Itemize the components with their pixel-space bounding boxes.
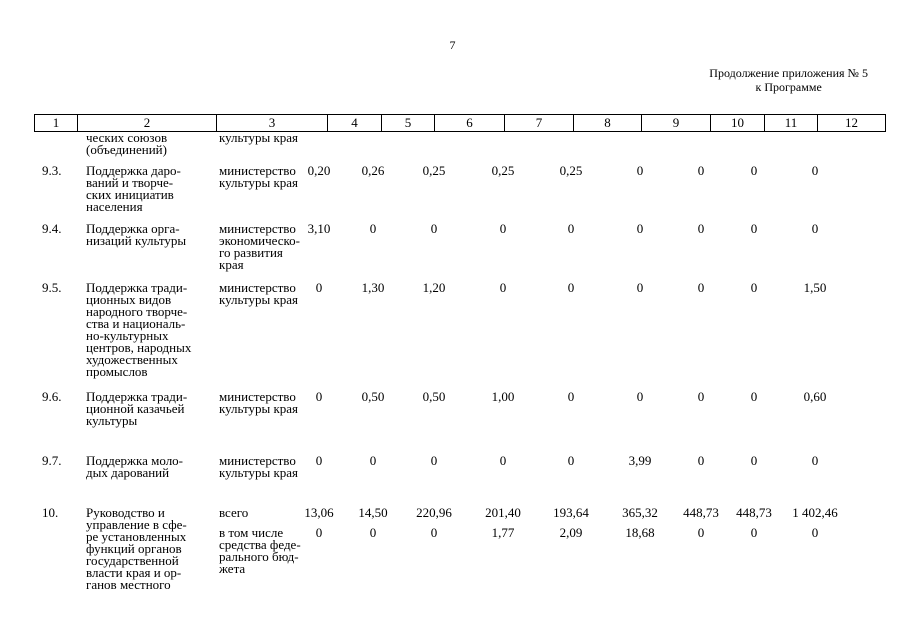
value-col-6: 220,96: [416, 505, 452, 520]
carry-over-executor: культуры края: [219, 130, 299, 145]
activity-name: Поддержка тради- ционной казачьей культуры: [86, 389, 188, 428]
value-col-8: 0,25: [559, 163, 583, 178]
value-col-8: 0: [567, 221, 575, 236]
value-col-9: 0: [636, 389, 644, 404]
sub-value-col-5: 0: [369, 525, 377, 540]
value-col-4: 0: [315, 280, 323, 295]
value-col-11: 0: [750, 221, 758, 236]
executor: министерство культуры края: [219, 163, 299, 190]
executor: министерство культуры края: [219, 453, 299, 480]
value-col-11: 448,73: [736, 505, 772, 520]
value-col-10: 0: [697, 163, 705, 178]
executor: министерство культуры края: [219, 280, 299, 307]
header-col-2: 2: [78, 115, 217, 132]
value-col-8: 0: [567, 453, 575, 468]
header-col-8: 8: [574, 115, 642, 132]
value-col-9: 365,32: [622, 505, 658, 520]
value-col-7: 201,40: [485, 505, 521, 520]
value-col-11: 0: [750, 389, 758, 404]
value-col-4: 0,20: [307, 163, 331, 178]
value-col-8: 193,64: [553, 505, 589, 520]
sub-value-col-9: 18,68: [625, 525, 655, 540]
value-col-9: 3,99: [628, 453, 652, 468]
sub-value-col-7: 1,77: [491, 525, 515, 540]
carry-over-name: ческих союзов (объединений): [86, 130, 168, 157]
value-col-5: 14,50: [358, 505, 388, 520]
value-col-10: 0: [697, 453, 705, 468]
activity-name: Поддержка орга- низаций культуры: [86, 221, 187, 248]
value-col-7: 0: [499, 280, 507, 295]
sub-value-col-10: 0: [697, 525, 705, 540]
value-col-8: 0: [567, 280, 575, 295]
value-col-6: 0: [430, 221, 438, 236]
value-col-11: 0: [750, 163, 758, 178]
value-col-5: 0,26: [361, 163, 385, 178]
row-number: 9.6.: [42, 389, 62, 404]
executor-sub: в том числе средства феде- рального бюд- жета: [219, 525, 301, 576]
row-number: 9.4.: [42, 221, 62, 236]
sub-value-col-4: 0: [315, 525, 323, 540]
header-col-6: 6: [435, 115, 505, 132]
value-col-5: 0: [369, 221, 377, 236]
value-col-12: 1,50: [803, 280, 827, 295]
value-col-7: 1,00: [491, 389, 515, 404]
value-col-11: 0: [750, 453, 758, 468]
value-col-10: 448,73: [683, 505, 719, 520]
continuation-line-1: Продолжение приложения № 5: [709, 66, 868, 80]
value-col-12: 0: [811, 453, 819, 468]
value-col-12: 0: [811, 163, 819, 178]
value-col-6: 0,25: [422, 163, 446, 178]
sub-value-col-6: 0: [430, 525, 438, 540]
sub-value-col-11: 0: [750, 525, 758, 540]
value-col-4: 0: [315, 453, 323, 468]
header-col-4: 4: [328, 115, 382, 132]
header-col-11: 11: [765, 115, 818, 132]
header-col-3: 3: [217, 115, 328, 132]
row-number: 9.3.: [42, 163, 62, 178]
value-col-4: 0: [315, 389, 323, 404]
row-number: 9.5.: [42, 280, 62, 295]
continuation-line-2: к Программе: [755, 80, 822, 94]
value-col-12: 0: [811, 221, 819, 236]
value-col-4: 3,10: [307, 221, 331, 236]
value-col-5: 0,50: [361, 389, 385, 404]
header-col-9: 9: [642, 115, 711, 132]
value-col-7: 0: [499, 453, 507, 468]
header-col-1: 1: [35, 115, 78, 132]
header-col-5: 5: [382, 115, 435, 132]
row-number: 10.: [42, 505, 59, 520]
value-col-10: 0: [697, 221, 705, 236]
value-col-6: 0: [430, 453, 438, 468]
value-col-7: 0: [499, 221, 507, 236]
activity-name: Поддержка моло- дых дарований: [86, 453, 184, 480]
activity-name: Поддержка тради- ционных видов народного творче- ства и националь- но-культурных центров, народных художественных промыслов: [86, 280, 192, 379]
executor: министерство культуры края: [219, 389, 299, 416]
value-col-9: 0: [636, 221, 644, 236]
value-col-10: 0: [697, 389, 705, 404]
header-col-12: 12: [818, 115, 886, 132]
value-col-8: 0: [567, 389, 575, 404]
value-col-6: 1,20: [422, 280, 446, 295]
page-number: 7: [449, 38, 456, 52]
activity-name: Руководство и управление в сфе- ре установленных функций органов государственной власти края и ор- ганов местного: [86, 505, 187, 592]
value-col-7: 0,25: [491, 163, 515, 178]
value-col-10: 0: [697, 280, 705, 295]
value-col-11: 0: [750, 280, 758, 295]
executor: всего: [219, 505, 249, 520]
sub-value-col-12: 0: [811, 525, 819, 540]
header-col-7: 7: [505, 115, 574, 132]
executor: министерство экономическо- го развития края: [219, 221, 301, 272]
value-col-6: 0,50: [422, 389, 446, 404]
activity-name: Поддержка даро- ваний и творче- ских инициатив населения: [86, 163, 181, 214]
header-col-10: 10: [711, 115, 765, 132]
value-col-12: 1 402,46: [792, 505, 838, 520]
value-col-5: 0: [369, 453, 377, 468]
continuation-note: [709, 66, 868, 94]
sub-value-col-8: 2,09: [559, 525, 583, 540]
value-col-9: 0: [636, 280, 644, 295]
value-col-5: 1,30: [361, 280, 385, 295]
value-col-4: 13,06: [304, 505, 334, 520]
value-col-9: 0: [636, 163, 644, 178]
row-number: 9.7.: [42, 453, 62, 468]
value-col-12: 0,60: [803, 389, 827, 404]
